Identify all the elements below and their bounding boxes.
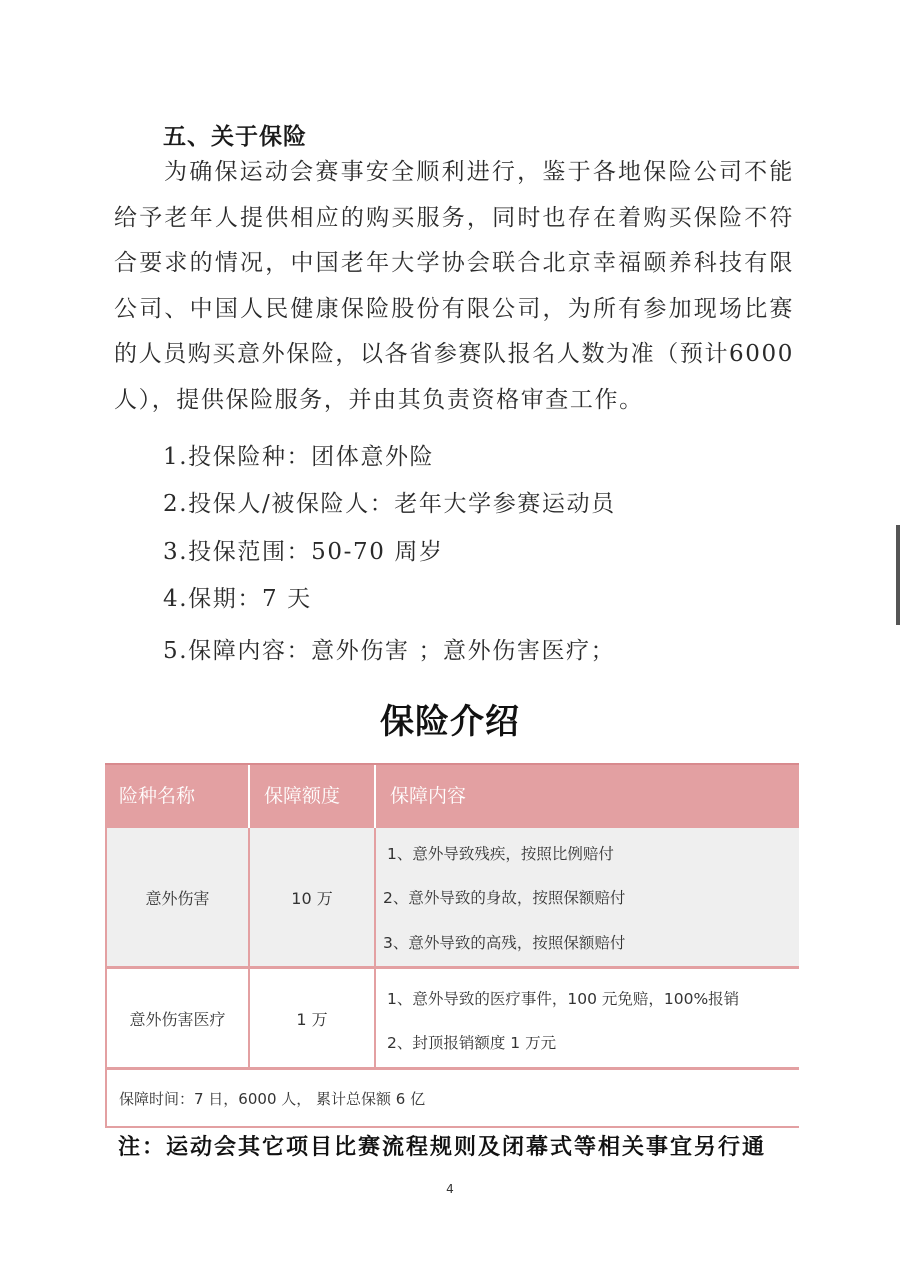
coverage-line: 3、意外导致的高残，按照保额赔付	[383, 934, 626, 952]
table-row	[105, 828, 799, 969]
row-coverage-amount: 10 万	[291, 888, 333, 908]
table-footer: 保障时间：7 日，6000 人， 累计总保额 6 亿	[105, 1070, 799, 1128]
insurance-paragraph: 为确保运动会赛事安全顺利进行，鉴于各地保险公司不能给予老年人提供相应的购买服务，同时也存在着购买保险不符合要求的情况，中国老年大学协会联合北京幸福颐养科技有限公司、中国人民健康保险股份有限公司，为所有参加现场比赛的人员购买意外保险，以各省参赛队报名人数为准（预计6000 人），提供保险服务，并由其负责资格审查工作。	[114, 159, 794, 413]
insurance-table	[105, 763, 799, 1128]
section-title: 五、关于保险	[163, 123, 307, 150]
coverage-line: 1、意外导致的医疗事件，100 元免赔，100%报销	[387, 990, 740, 1008]
row-coverage-amount: 1 万	[296, 1009, 328, 1029]
list-item-coverage: 5.保障内容：意外伤害 ；意外伤害医疗；	[163, 638, 616, 664]
list-item-age-range: 3.投保范围：50-70 周岁	[163, 539, 444, 565]
coverage-line: 2、封顶报销额度 1 万元	[387, 1034, 557, 1052]
header-coverage-content: 保障内容	[374, 765, 799, 828]
coverage-line: 1、意外导致残疾，按照比例赔付	[387, 845, 614, 863]
list-item-insurance-type: 1.投保险种：团体意外险	[163, 444, 435, 470]
list-item-insured: 2.投保人/被保险人：老年大学参赛运动员	[163, 491, 616, 517]
cell-divider	[374, 828, 376, 966]
header-insurance-name: 险种名称	[119, 785, 196, 807]
table-header-row	[105, 763, 799, 828]
table-title: 保险介绍	[380, 702, 520, 742]
cell-divider	[374, 969, 376, 1067]
list-item-period: 4.保期：7 天	[163, 586, 312, 612]
header-coverage-amount: 保障额度	[248, 765, 374, 828]
table-row	[105, 969, 799, 1070]
row-insurance-name: 意外伤害医疗	[129, 1009, 226, 1029]
coverage-line: 2、意外导致的身故，按照保额赔付	[383, 889, 626, 907]
row-insurance-name: 意外伤害	[145, 888, 210, 908]
note-text: 注：运动会其它项目比赛流程规则及闭幕式等相关事宜另行通	[118, 1134, 767, 1160]
page-number: 4	[446, 1182, 454, 1196]
edge-mark	[896, 525, 900, 625]
